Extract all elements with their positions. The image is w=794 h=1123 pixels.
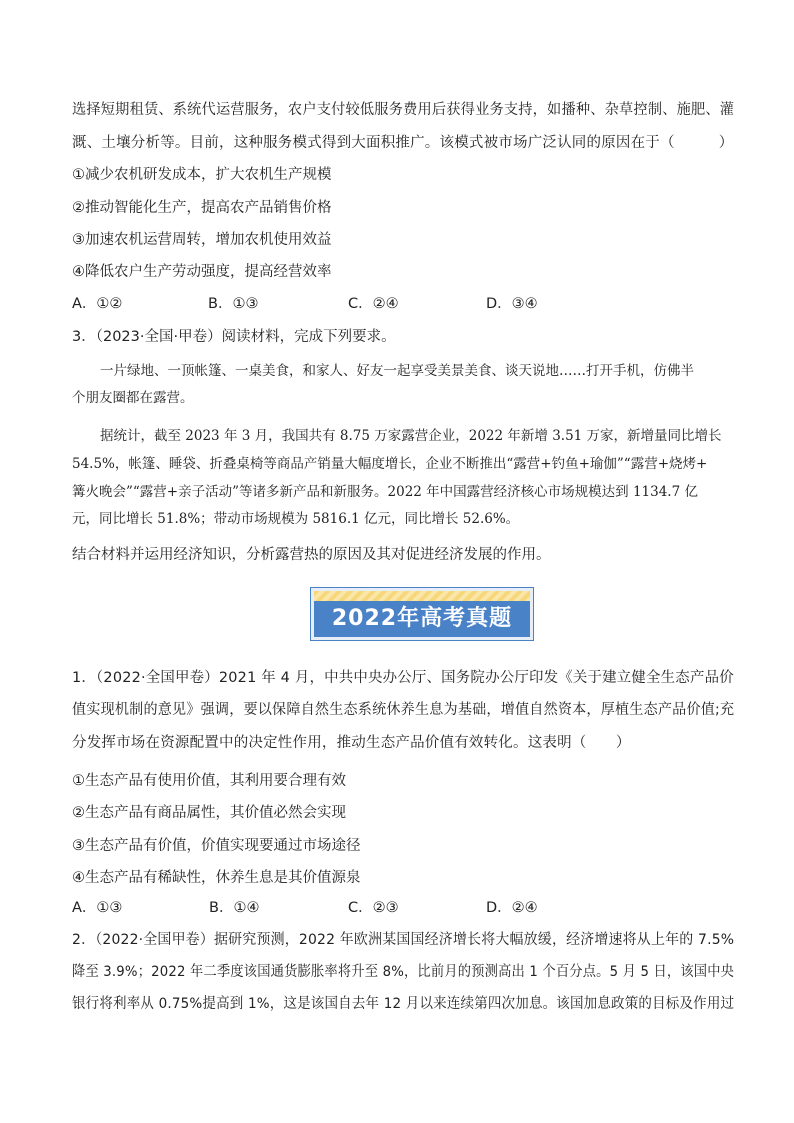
q2-stem-line-1: 选择短期租赁、系统代运营服务，农户支付较低服务费用后获得业务支持，如播种、杂草控制、施肥、灌 [72, 102, 735, 118]
q2-option-a[interactable]: A．①② [72, 296, 123, 312]
banner-stripe [314, 591, 530, 601]
q3-question: 结合材料并运用经济知识，分析露营热的原因及其对促进经济发展的作用。 [72, 547, 551, 563]
q2022-1-line-2: 值实现机制的意见》强调，要以保障自然生态系统休养生息为基础，增值自然资本，厚植生态产品价值;充 [72, 702, 735, 718]
q3-stem: 3．（2023·全国·甲卷）阅读材料，完成下列要求。 [72, 329, 396, 345]
q2-option-b[interactable]: B．①③ [208, 296, 259, 312]
q2022-2-line-2: 降至 3.9%；2022 年二季度该国通货膨胀率将升至 8%，比前月的预测高出 1 个百分点。5 月 5 日，该国中央 [72, 964, 735, 980]
section-banner [311, 588, 533, 640]
q2022-1-option-c[interactable]: C．②③ [348, 900, 399, 916]
q2022-1-option-d[interactable]: D．②④ [486, 900, 538, 916]
q3-material-para2-line1: 据统计，截至 2023 年 3 月，我国共有 8.75 万家露营企业，2022 年新增 3.51 万家，新增量同比增长 [100, 428, 722, 444]
q2-stem-line-2: 溉、土壤分析等。目前，这种服务模式得到大面积推广。该模式被市场广泛认同的原因在于（ ） [72, 135, 734, 151]
q2022-1-item-3: ③生态产品有价值，价值实现要通过市场途径 [72, 838, 361, 854]
q3-material-para2-line3: 篝火晚会”“露营+亲子活动”等诸多新产品和新服务。2022 年中国露营经济核心市场规模达到 1134.7 亿 [72, 484, 698, 500]
q2022-1-option-b[interactable]: B．①④ [209, 900, 260, 916]
q3-material-para1-line2: 个朋友圈都在露营。 [72, 390, 194, 406]
q2022-2-line-1: 2．（2022·全国甲卷）据研究预测，2022 年欧洲某国国经济增长将大幅放缓，经济增速将从上年的 7.5% [72, 932, 735, 948]
q2-item-4: ④降低农户生产劳动强度，提高经营效率 [72, 264, 332, 280]
q3-material-para2-line4: 元，同比增长 51.8%；带动市场规模为 5816.1 亿元，同比增长 52.6%。 [72, 511, 520, 527]
q2-option-c[interactable]: C．②④ [348, 296, 399, 312]
q2022-1-line-1: 1．（2022·全国甲卷）2021 年 4 月，中共中央办公厅、国务院办公厅印发《关于建立健全生态产品价 [72, 670, 734, 686]
q2022-1-item-4: ④生态产品有稀缺性，休养生息是其价值源泉 [72, 870, 361, 886]
q2-item-1: ①减少农机研发成本，扩大农机生产规模 [72, 167, 332, 183]
q2022-1-line-3: 分发挥市场在资源配置中的决定性作用，推动生态产品价值有效转化。这表明（ ） [72, 735, 631, 751]
q2022-1-item-1: ①生态产品有使用价值，其利用要合理有效 [72, 773, 346, 789]
q2022-1-item-2: ②生态产品有商品属性，其价值必然会实现 [72, 805, 346, 821]
q2-item-3: ③加速农机运营周转，增加农机使用效益 [72, 232, 332, 248]
q2022-1-option-a[interactable]: A．①③ [72, 900, 123, 916]
q3-material-para2-line2: 54.5%，帐篷、睡袋、折叠桌椅等商品产销量大幅度增长，企业不断推出“露营+钓鱼+瑜伽”“露营+烧烤+ [72, 456, 708, 472]
banner-title: 2022年高考真题 [331, 606, 513, 631]
q3-material-para1-line1: 一片绿地、一顶帐篷、一桌美食，和家人、好友一起享受美景美食、谈天说地……打开手机，仿佛半 [100, 363, 694, 379]
q2-option-d[interactable]: D．③④ [486, 296, 538, 312]
q2-item-2: ②推动智能化生产，提高农产品销售价格 [72, 200, 332, 216]
q2022-2-line-3: 银行将利率从 0.75%提高到 1%，这是该国自去年 12 月以来连续第四次加息。该国加息政策的目标及作用过 [72, 996, 735, 1012]
